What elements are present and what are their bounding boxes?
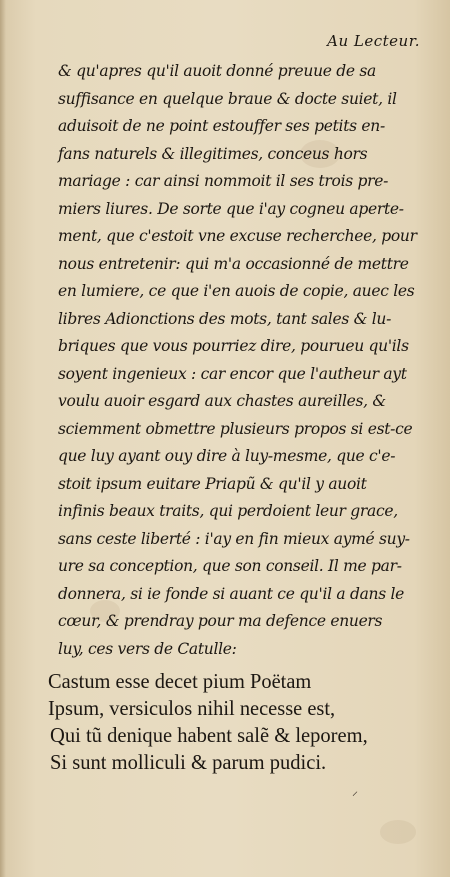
prose-line: cœur, & prendray pour ma defence enuers — [58, 612, 383, 630]
verse-quotation — [48, 668, 418, 776]
prose-line: libres Adionctions des mots, tant sales & lu- — [58, 309, 392, 328]
end-mark-icon: ⸝ — [352, 784, 359, 798]
verse-line: Qui tũ denique habent salẽ & leporem, — [50, 723, 368, 747]
prose-line: ure sa conception, que son conseil. Il me par- — [58, 557, 402, 575]
prose-line: nous entretenir: qui m'a occasionné de mettre — [58, 254, 409, 273]
prose-line: stoit ipsum euitare Priapũ & qu'il y auoit — [58, 474, 367, 493]
prose-line: suffisance en quelque braue & docte suiet, il — [58, 89, 397, 108]
prose-line: luy, ces vers de Catulle: — [58, 639, 237, 658]
prose-line: mariage : car ainsi nommoit il ses trois pre- — [58, 172, 389, 190]
prose-line: voulu auoir esgard aux chastes aureilles, & — [58, 392, 386, 410]
prose-line: fans naturels & illegitimes, conceus hors — [58, 144, 368, 163]
page-gutter-shadow — [0, 0, 6, 877]
prose-line: soyent ingenieux : car encor que l'autheur ayt — [58, 364, 407, 383]
prose-line: infinis beaux traits, qui perdoient leur grace, — [58, 502, 398, 520]
prose-block — [58, 58, 426, 663]
prose-line: en lumiere, ce que i'en auois de copie, auec les — [58, 282, 415, 300]
prose-line: & qu'apres qu'il auoit donné preuue de sa — [58, 62, 376, 80]
verse-line: Castum esse decet pium Poëtam — [48, 669, 312, 693]
prose-line: ment, que c'estoit vne excuse recherchee, pour — [58, 227, 417, 245]
prose-line: que luy ayant ouy dire à luy-mesme, que c'e- — [58, 447, 396, 465]
prose-line: sans ceste liberté : i'ay en fin mieux aymé suy- — [58, 529, 410, 548]
prose-line: donnera, si ie fonde si auant ce qu'il a dans le — [58, 584, 405, 603]
verse-line: Ipsum, versiculos nihil necesse est, — [48, 696, 336, 720]
prose-line: sciemment obmettre plusieurs propos si est-ce — [58, 419, 413, 438]
paper-stain — [380, 820, 416, 844]
verse-line: Si sunt molliculi & parum pudici. — [50, 750, 327, 774]
prose-line: aduisoit de ne point estouffer ses petits en- — [58, 117, 385, 135]
running-head: Au Lecteur. — [327, 32, 420, 50]
prose-line: briques que vous pourriez dire, pourueu qu'ils — [58, 337, 409, 355]
prose-line: miers liures. De sorte que i'ay cogneu aperte- — [58, 199, 404, 218]
